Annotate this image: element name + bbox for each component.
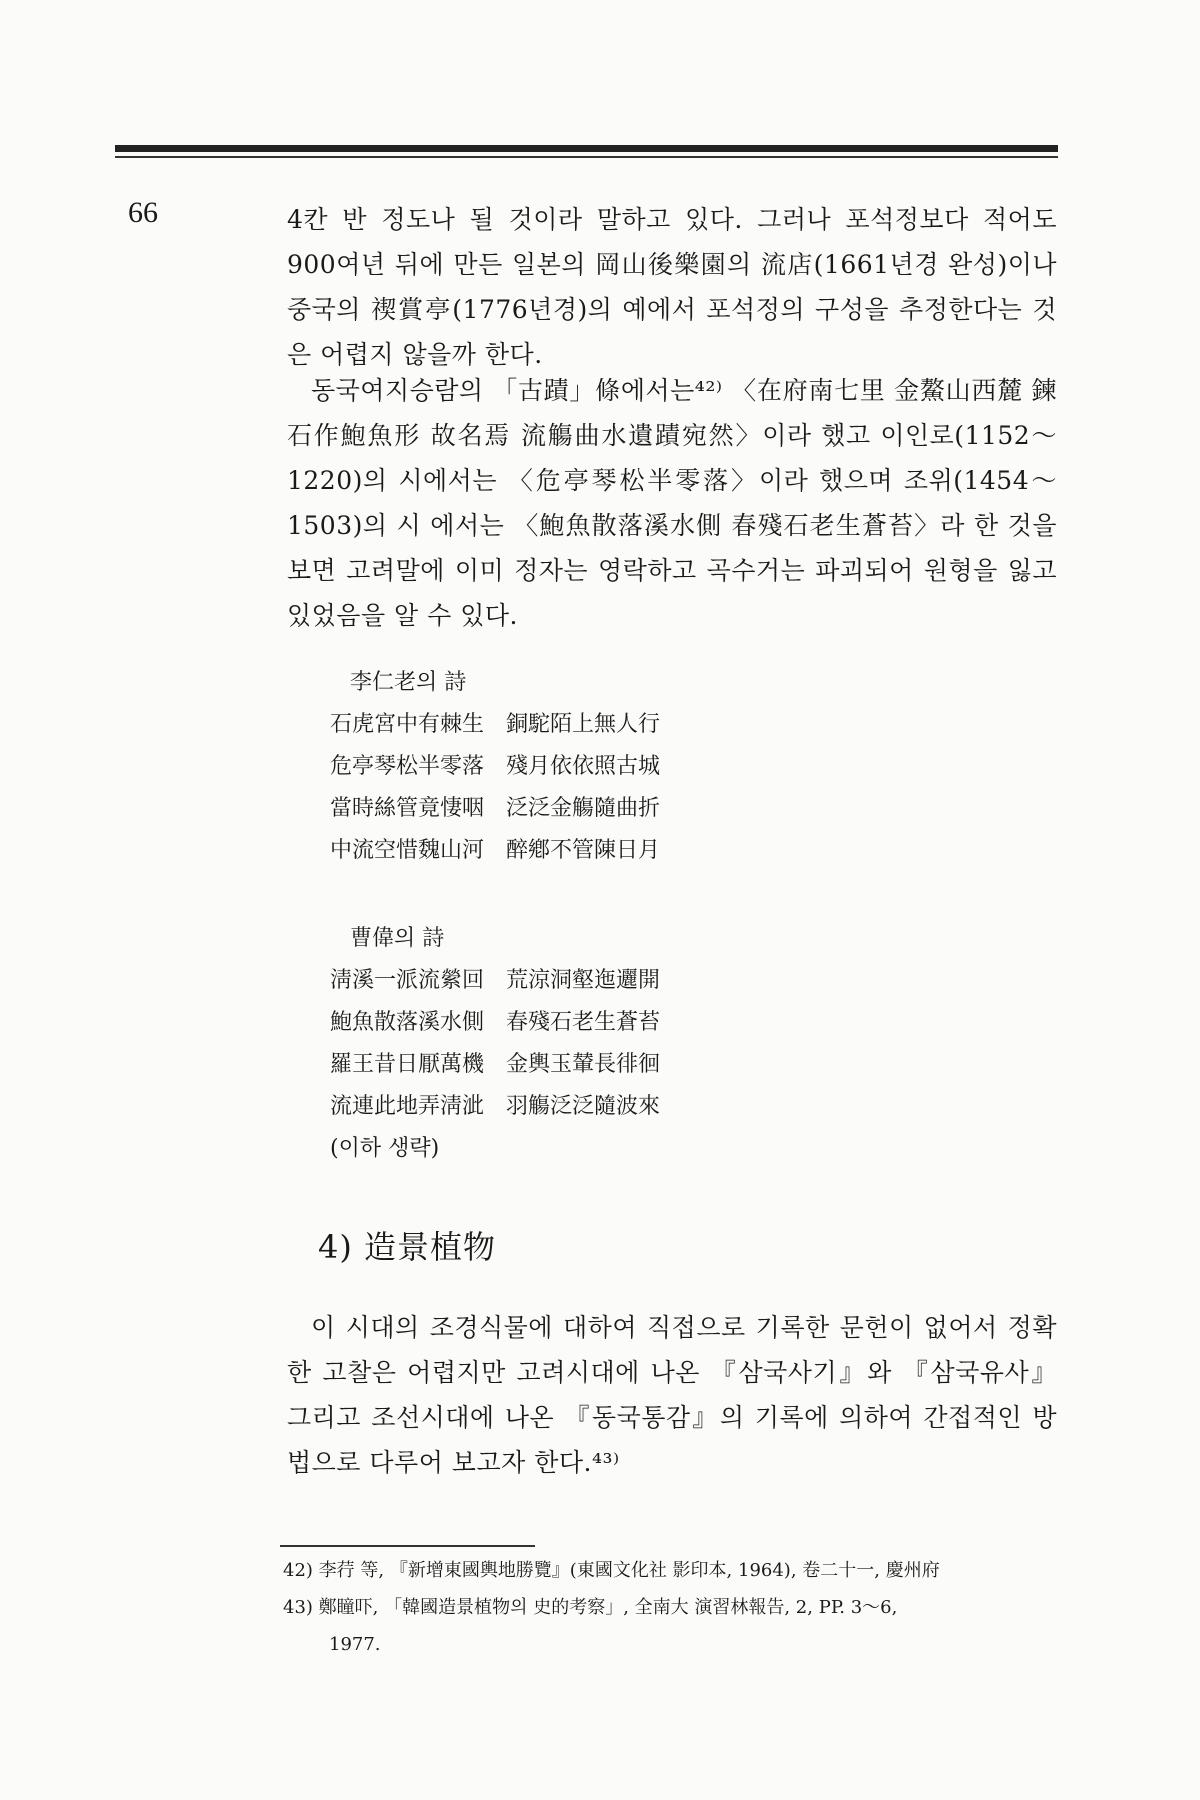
footnotes (283, 1552, 1073, 1663)
poem-line: 淸溪一派流縈回 荒涼洞壑迤邐開 (330, 968, 661, 993)
poem-title: 曹偉의 詩 (350, 926, 445, 951)
header-rule-thick (115, 145, 1058, 152)
paragraph-3-text: 이 시대의 조경식물에 대하여 직접으로 기록한 문헌이 없어서 정확한 고찰은 어렵지만 고려시대에 나온 『삼국사기』와 『삼국유사』 그리고 조선시대에 나온 『동국통감』의 기록에 의하여 간접적인 방법으로 다루어 보고자 한다.⁴³⁾ (287, 1313, 1057, 1477)
poem-li-inro (330, 662, 770, 872)
poem-line: 危亭琴松半零落 殘月依依照古城 (330, 754, 661, 779)
section-heading: 4) 造景植物 (318, 1228, 497, 1266)
poem-line: 當時絲管竟悽咽 泛泛金觴隨曲折 (330, 796, 661, 821)
paragraph-2-text: 동국여지승람의 「古蹟」條에서는⁴²⁾ 〈在府南七里 金鰲山西麓 鍊石作鮑魚形 故名焉 流觴曲水遺蹟宛然〉이라 했고 이인로(1152～1220)의 시에서는 〈危亭琴松半零落〉이라 했으며 조위(1454～1503)의 시 에서는 〈鮑魚散落溪水側 春殘石老生蒼苔〉라 한 것을 보면 고려말에 이미 정자는 영락하고 곡수거는 파괴되어 원형을 잃고 있었음을 알 수 있다. (287, 376, 1057, 630)
footnote-42: 42) 李荇 等, 『新增東國輿地勝覽』(東國文化社 影印本, 1964), 卷二十一, 慶州府 (283, 1560, 940, 1581)
poem-line: 中流空惜魏山河 醉鄕不管陳日月 (330, 838, 661, 863)
poem-line: 流連此地弄淸泚 羽觴泛泛隨波來 (330, 1094, 661, 1119)
paragraph-1 (287, 197, 1057, 377)
poem-line: 石虎宮中有棘生 銅駝陌上無人行 (330, 712, 661, 737)
poem-title: 李仁老의 詩 (350, 670, 467, 695)
paragraph-2 (287, 368, 1057, 638)
page-number: 66 (128, 196, 158, 229)
paragraph-3 (287, 1305, 1057, 1485)
footnote-43: 43) 鄭瞳吓, 「韓國造景植物의 史的考察」, 全南大 演習林報告, 2, PP. 3～6, (283, 1597, 898, 1618)
poem-line: 羅王昔日厭萬機 金輿玉輦長徘徊 (330, 1052, 661, 1077)
poem-line: 鮑魚散落溪水側 春殘石老生蒼苔 (330, 1010, 661, 1035)
footnote-43-continuation: 1977. (329, 1634, 381, 1655)
paragraph-1-text: 4칸 반 정도나 될 것이라 말하고 있다. 그러나 포석정보다 적어도 900여년 뒤에 만든 일본의 岡山後樂園의 流店(1661년경 완성)이나 중국의 禊賞亭(1776년경)의 예에서 포석정의 구성을 추정한다는 것은 어렵지 않을까 한다. (287, 205, 1057, 369)
poem-jo-wi (330, 918, 770, 1170)
header-rule-thin (115, 156, 1058, 158)
footnote-rule (280, 1545, 535, 1547)
poem-ellipsis: (이하 생략) (330, 1136, 440, 1161)
